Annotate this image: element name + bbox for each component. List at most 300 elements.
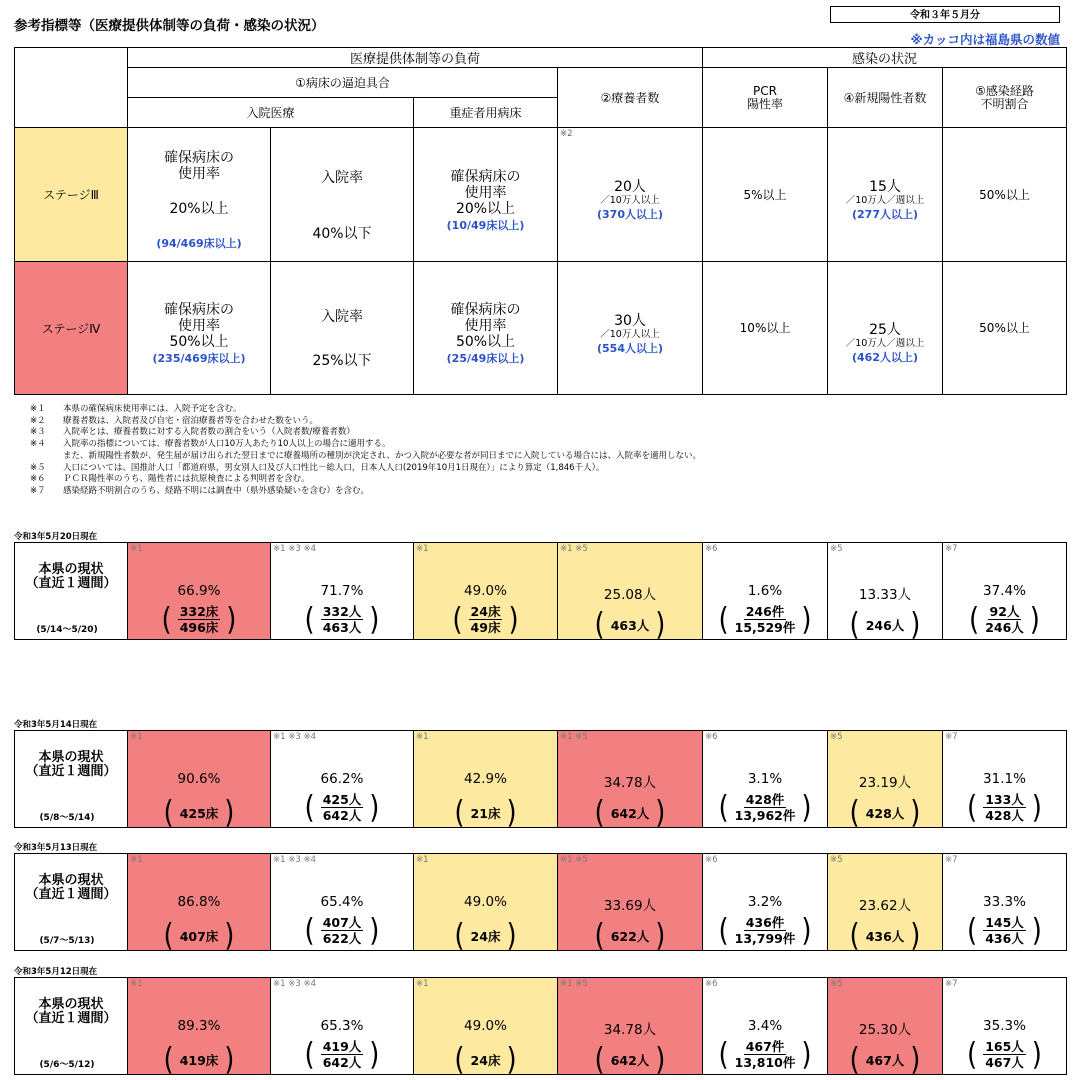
left-bracket: ( xyxy=(594,607,605,643)
denominator: 642人 xyxy=(322,1055,362,1070)
stage3-bed-cell xyxy=(128,128,271,262)
cell-footnote-mark: ※1 ※5 xyxy=(560,732,588,742)
cell-value: 13.33人 xyxy=(858,587,912,603)
cell-bracket xyxy=(163,1042,235,1078)
right-bracket: ) xyxy=(506,795,517,831)
right-bracket: ) xyxy=(226,601,237,638)
cell-footnote-mark: ※5 xyxy=(830,855,843,865)
footnote-text: ＰＣＲ陽性率のうち、陽性者には抗原検査による判明者を含む。 xyxy=(63,474,310,485)
bracket-value: 436人 xyxy=(865,929,905,944)
left-bracket: ( xyxy=(849,1042,860,1078)
cell-bracket xyxy=(163,795,235,831)
numerator: 332人 xyxy=(322,604,362,619)
status-cell xyxy=(703,854,828,951)
fraction xyxy=(735,604,796,635)
footnote-text: 療養者数は、入院者及び自宅・宿泊療養者等を合わせた数をいう。 xyxy=(63,415,319,426)
cell-value: 65.4% xyxy=(320,894,364,910)
footnote-text: また、新規陽性者数が、発生届が届け出られた翌日までに療養場所の種別が決定され、かつ入院が必要な者が同日までに入院している場合には、入院率を適用しない。 xyxy=(63,450,702,461)
cell-value: 25.30人 xyxy=(858,1022,912,1038)
right-bracket: ) xyxy=(508,601,519,638)
current-title: 本県の現状 （直近１週間） xyxy=(25,750,117,779)
right-bracket: ) xyxy=(224,918,235,954)
right-bracket: ) xyxy=(655,1042,666,1078)
current-period: (5/14～5/20) xyxy=(36,625,98,635)
cell-footnote-mark: ※1 ※3 ※4 xyxy=(273,544,316,554)
cell-footnote-mark: ※1 ※3 ※4 xyxy=(273,855,316,865)
stage3-sev-note: (10/49床以上) xyxy=(446,218,525,232)
footnote-key: ※７ xyxy=(30,485,46,496)
status-cell xyxy=(703,543,828,640)
cell-bracket xyxy=(718,789,812,826)
section-heading: 令和3年5月20日現在 xyxy=(14,532,98,542)
right-bracket: ) xyxy=(910,795,921,831)
right-bracket: ) xyxy=(801,912,812,949)
left-bracket: ( xyxy=(718,912,729,949)
status-cell xyxy=(943,854,1067,951)
fraction xyxy=(983,1039,1026,1070)
cell-value: 66.9% xyxy=(177,583,221,599)
stage3-rec-note: (370人以上) xyxy=(596,208,664,221)
bracket-value: 21床 xyxy=(470,806,501,821)
status-cell xyxy=(128,543,271,640)
stage3-adm-cell xyxy=(271,128,414,262)
cell-value: 49.0% xyxy=(464,583,507,599)
right-bracket: ) xyxy=(801,1036,812,1073)
bracket-note: ※カッコ内は福島県の数値 xyxy=(910,32,1060,47)
cell-footnote-mark: ※1 xyxy=(130,544,143,554)
stage3-sev-value: 20%以上 xyxy=(455,200,516,217)
denominator: 428人 xyxy=(985,808,1024,823)
cell-footnote-mark: ※6 xyxy=(705,979,718,989)
stage3-sev-cell xyxy=(414,128,558,262)
stage4-rec-note: (554人以上) xyxy=(596,341,664,355)
footnote-key: ※４ xyxy=(30,439,46,450)
status-cell xyxy=(414,543,558,640)
status-cell xyxy=(828,543,943,643)
status-table xyxy=(14,730,1067,831)
fraction xyxy=(735,792,796,823)
header-unknown-route: ⑤感染経路 不明割合 xyxy=(943,68,1067,128)
stage3-rec-cell xyxy=(558,128,703,262)
cell-value: 37.4% xyxy=(983,583,1026,599)
left-bracket: ( xyxy=(163,795,174,831)
status-cell xyxy=(828,731,943,831)
status-cell xyxy=(703,978,828,1075)
bracket-value: 246人 xyxy=(865,618,905,633)
cell-value: 89.3% xyxy=(177,1018,221,1034)
footnote xyxy=(30,439,1030,451)
stage4-sev-cell xyxy=(414,262,558,395)
cell-bracket xyxy=(594,607,666,643)
right-bracket: ) xyxy=(801,789,812,826)
left-bracket: ( xyxy=(304,789,315,826)
footnote-text: 本県の確保病床使用率には、入院予定を含む。 xyxy=(63,404,242,414)
fraction xyxy=(983,915,1026,946)
cell-bracket xyxy=(594,918,666,954)
cell-footnote-mark: ※1 ※3 ※4 xyxy=(273,979,316,989)
stage3-sev-label: 確保病床の 使用率 xyxy=(450,168,521,201)
sub-header-bed: ①病床の逼迫具合 xyxy=(128,68,558,98)
left-bracket: ( xyxy=(452,601,463,638)
stage4-sev-label: 確保病床の 使用率 xyxy=(450,302,521,334)
stage4-new-sub: ／10万人／週以上 xyxy=(845,337,925,349)
stage4-adm-value: 25%以下 xyxy=(312,353,372,369)
cell-value: 23.19人 xyxy=(858,775,912,791)
bracket-value: 428人 xyxy=(865,806,905,821)
stage3-adm-value: 40%以下 xyxy=(312,225,372,242)
left-bracket: ( xyxy=(163,918,174,954)
stage4-unknown-value: 50%以上 xyxy=(943,262,1067,395)
header-inpatient: 入院医療 xyxy=(128,98,414,128)
cell-bracket xyxy=(849,918,921,954)
footnote xyxy=(30,404,1030,416)
stage4-rec-value: 30人 xyxy=(614,312,646,329)
bracket-value: 425床 xyxy=(179,806,219,821)
cell-footnote-mark: ※1 xyxy=(130,855,143,865)
cell-footnote-mark: ※7 xyxy=(945,544,958,554)
numerator: 246件 xyxy=(745,604,785,619)
right-bracket: ) xyxy=(369,601,380,638)
footnote xyxy=(30,463,1030,475)
cell-footnote-mark: ※6 xyxy=(705,544,718,554)
cell-footnote-mark: ※1 xyxy=(416,855,429,865)
cell-bracket xyxy=(718,912,812,949)
current-period: (5/8～5/14) xyxy=(39,813,95,823)
denominator: 467人 xyxy=(985,1055,1024,1070)
left-bracket: ( xyxy=(161,601,172,638)
cell-footnote-mark: ※1 ※5 xyxy=(560,544,588,554)
right-bracket: ) xyxy=(224,1042,235,1078)
footnote xyxy=(30,486,1030,498)
stage4-bed-value: 50%以上 xyxy=(169,334,229,350)
denominator: 15,529件 xyxy=(734,620,796,635)
status-cell xyxy=(828,854,943,954)
fraction xyxy=(985,604,1024,635)
numerator: 133人 xyxy=(985,792,1024,807)
cell-value: 25.08人 xyxy=(603,587,657,603)
cell-footnote-mark: ※6 xyxy=(705,732,718,742)
right-bracket: ) xyxy=(1031,912,1042,949)
left-bracket: ( xyxy=(594,795,605,831)
cell-bracket xyxy=(969,601,1040,638)
left-bracket: ( xyxy=(849,918,860,954)
cell-bracket xyxy=(304,912,380,949)
fraction xyxy=(321,915,364,946)
stage3-new-note: (277人以上) xyxy=(852,208,919,221)
right-bracket: ) xyxy=(369,912,380,949)
status-cell xyxy=(558,978,703,1078)
cell-bracket xyxy=(454,795,517,831)
numerator: 145人 xyxy=(985,915,1024,930)
cell-footnote-mark: ※5 xyxy=(830,544,843,554)
denominator: 246人 xyxy=(985,620,1024,635)
current-label-cell xyxy=(15,543,128,640)
header-pcr: PCR 陽性率 xyxy=(703,68,828,128)
cell-footnote-mark: ※7 xyxy=(945,855,958,865)
denominator: 49床 xyxy=(470,620,501,635)
status-cell xyxy=(943,543,1067,640)
current-period: (5/7～5/13) xyxy=(39,936,95,946)
right-bracket: ) xyxy=(655,918,666,954)
status-table xyxy=(14,977,1067,1078)
current-label-cell xyxy=(15,978,128,1075)
stage3-adm-label: 入院率 xyxy=(321,169,363,186)
right-bracket: ) xyxy=(506,1042,517,1078)
bracket-value: 622人 xyxy=(610,929,650,944)
numerator: 467件 xyxy=(745,1039,785,1054)
left-bracket: ( xyxy=(718,601,729,638)
left-bracket: ( xyxy=(304,601,315,638)
left-bracket: ( xyxy=(967,789,978,826)
cell-bracket xyxy=(304,601,380,638)
reference-table xyxy=(14,47,1067,395)
stage4-new-note: (462人以上) xyxy=(852,350,919,364)
status-table xyxy=(14,853,1067,954)
left-bracket: ( xyxy=(969,601,980,638)
current-title: 本県の現状 （直近１週間） xyxy=(25,997,117,1026)
cell-bracket xyxy=(161,601,237,638)
stage4-label: ステージⅣ xyxy=(15,262,128,395)
stage3-rec-sub: ／10万人以上 xyxy=(600,195,660,206)
stage4-pcr-value: 10%以上 xyxy=(703,262,828,395)
stage3-bed-value: 20%以上 xyxy=(169,200,229,217)
section-heading: 令和3年5月12日現在 xyxy=(14,967,98,977)
stage3-new-cell xyxy=(828,128,943,262)
denominator: 13,799件 xyxy=(734,931,796,946)
cell-footnote-mark: ※1 xyxy=(130,979,143,989)
header-severe: 重症者用病床 xyxy=(414,98,558,128)
current-label-cell xyxy=(15,731,128,828)
status-cell xyxy=(943,978,1067,1075)
cell-value: 31.1% xyxy=(983,771,1026,787)
stage4-bed-cell xyxy=(128,262,271,395)
right-bracket: ) xyxy=(655,607,666,643)
stage4-sev-value: 50%以上 xyxy=(455,334,516,350)
stage4-adm-cell xyxy=(271,262,414,395)
cell-value: 1.6% xyxy=(747,583,783,599)
cell-bracket xyxy=(718,1036,812,1073)
status-cell xyxy=(128,854,271,954)
cell-bracket xyxy=(718,601,812,638)
numerator: 24床 xyxy=(470,604,501,619)
right-bracket: ) xyxy=(506,918,517,954)
footnote-text: 入院率の指標については、療養者数が人口10万人あたり10人以上の場合に適用する。 xyxy=(63,439,391,450)
stage4-new-cell xyxy=(828,262,943,395)
corner-cell xyxy=(15,48,128,128)
cell-value: 86.8% xyxy=(177,894,221,910)
cell-bracket xyxy=(849,795,921,831)
cell-footnote-mark: ※5 xyxy=(830,732,843,742)
denominator: 642人 xyxy=(322,808,362,823)
right-bracket: ) xyxy=(1031,1036,1042,1073)
left-bracket: ( xyxy=(849,795,860,831)
cell-value: 33.69人 xyxy=(603,898,657,914)
right-bracket: ) xyxy=(369,789,380,826)
footnotes xyxy=(30,404,1030,498)
denominator: 463人 xyxy=(322,620,362,635)
numerator: 436件 xyxy=(745,915,785,930)
status-cell xyxy=(271,731,414,828)
status-cell xyxy=(558,854,703,954)
stage4-adm-label: 入院率 xyxy=(321,309,363,325)
footnote xyxy=(30,427,1030,439)
left-bracket: ( xyxy=(594,1042,605,1078)
cell-value: 34.78人 xyxy=(603,775,657,791)
left-bracket: ( xyxy=(594,918,605,954)
bracket-value: 467人 xyxy=(865,1053,905,1068)
cell-bracket xyxy=(967,912,1042,949)
cell-bracket xyxy=(163,918,235,954)
bracket-value: 642人 xyxy=(610,1053,650,1068)
status-cell xyxy=(558,543,703,643)
denominator: 436人 xyxy=(985,931,1024,946)
fraction xyxy=(321,604,364,635)
stage3-unknown-value: 50%以上 xyxy=(943,128,1067,262)
denominator: 622人 xyxy=(322,931,362,946)
numerator: 92人 xyxy=(989,604,1020,619)
cell-footnote-mark: ※1 ※5 xyxy=(560,979,588,989)
cell-value: 42.9% xyxy=(464,771,507,787)
footnote-key: ※６ xyxy=(30,474,46,485)
denominator: 496床 xyxy=(179,620,219,635)
stage3-new-value: 15人 xyxy=(869,179,901,195)
left-bracket: ( xyxy=(163,1042,174,1078)
cell-value: 65.3% xyxy=(320,1018,364,1034)
stage4-bed-label: 確保病床の 使用率 xyxy=(164,302,234,334)
cell-bracket xyxy=(304,1036,380,1073)
current-label-cell xyxy=(15,854,128,951)
bracket-value: 642人 xyxy=(610,806,650,821)
left-bracket: ( xyxy=(849,607,860,643)
numerator: 428件 xyxy=(745,792,785,807)
status-table xyxy=(14,542,1067,643)
footnote-text: 感染経路不明割合のうち、経路不明には調査中（県外感染疑いを含む）を含む。 xyxy=(63,485,370,496)
stage3-bed-label: 確保病床の 使用率 xyxy=(164,150,234,182)
cell-footnote-mark: ※1 xyxy=(416,979,429,989)
cell-value: 66.2% xyxy=(320,771,364,787)
bracket-value: 407床 xyxy=(179,929,219,944)
cell-bracket xyxy=(849,607,921,643)
status-cell xyxy=(414,731,558,831)
footnote-text: 入院率とは、療養者数に対する入院者数の割合をいう（入院者数/療養者数） xyxy=(63,427,355,438)
fraction xyxy=(469,604,503,635)
section-heading: 令和3年5月13日現在 xyxy=(14,843,98,853)
stage3-bed-note: (94/469床以上) xyxy=(156,237,242,250)
footnote-key: ※５ xyxy=(30,462,46,473)
status-cell xyxy=(828,978,943,1078)
status-cell xyxy=(271,854,414,951)
cell-footnote-mark: ※5 xyxy=(830,979,843,989)
fraction xyxy=(983,792,1026,823)
current-period: (5/6～5/12) xyxy=(39,1060,95,1070)
footnote xyxy=(30,416,1030,428)
cell-value: 34.78人 xyxy=(603,1022,657,1038)
right-bracket: ) xyxy=(910,607,921,643)
footnote-key: ※１ xyxy=(30,404,46,414)
bracket-value: 419床 xyxy=(179,1053,219,1068)
cell-bracket xyxy=(849,1042,921,1078)
numerator: 332床 xyxy=(179,604,219,619)
right-bracket: ) xyxy=(801,601,812,638)
left-bracket: ( xyxy=(304,912,315,949)
bracket-value: 24床 xyxy=(470,929,501,944)
cell-value: 33.3% xyxy=(983,894,1026,910)
footnote-key: ※３ xyxy=(30,427,46,438)
cell-footnote-mark: ※1 xyxy=(416,544,429,554)
cell-footnote-mark: ※6 xyxy=(705,855,718,865)
page-title: 参考指標等（医療提供体制等の負荷・感染の状況） xyxy=(14,18,325,34)
left-bracket: ( xyxy=(718,1036,729,1073)
cell-value: 3.1% xyxy=(747,771,783,787)
status-cell xyxy=(943,731,1067,828)
left-bracket: ( xyxy=(718,789,729,826)
header-recuperating: ②療養者数 xyxy=(558,68,703,128)
date-label: 令和３年５月分 xyxy=(830,6,1060,23)
cell-bracket xyxy=(594,795,666,831)
numerator: 419人 xyxy=(322,1039,362,1054)
status-cell xyxy=(128,731,271,831)
right-bracket: ) xyxy=(910,1042,921,1078)
status-cell xyxy=(271,543,414,640)
cell-value: 49.0% xyxy=(464,894,507,910)
cell-footnote-mark: ※1 ※3 ※4 xyxy=(273,732,316,742)
cell-value: 3.2% xyxy=(747,894,783,910)
status-cell xyxy=(703,731,828,828)
right-bracket: ) xyxy=(224,795,235,831)
group-header-infection: 感染の状況 xyxy=(703,48,1067,68)
stage4-sev-note: (25/49床以上) xyxy=(446,352,525,365)
cell-bracket xyxy=(454,918,517,954)
current-title: 本県の現状 （直近１週間） xyxy=(25,562,117,591)
cell-value: 49.0% xyxy=(464,1018,507,1034)
cell-footnote-mark: ※7 xyxy=(945,979,958,989)
current-title: 本県の現状 （直近１週間） xyxy=(25,873,117,902)
stage3-new-sub: ／10万人／週以上 xyxy=(845,195,925,206)
right-bracket: ) xyxy=(655,795,666,831)
numerator: 165人 xyxy=(985,1039,1024,1054)
fraction xyxy=(321,792,364,823)
status-cell xyxy=(128,978,271,1078)
numerator: 407人 xyxy=(322,915,362,930)
stage3-rec-mark: ※2 xyxy=(560,129,573,139)
cell-footnote-mark: ※1 xyxy=(130,732,143,742)
cell-value: 3.4% xyxy=(747,1018,783,1034)
cell-value: 71.7% xyxy=(320,583,364,599)
right-bracket: ) xyxy=(369,1036,380,1073)
left-bracket: ( xyxy=(967,1036,978,1073)
stage3-pcr-value: 5%以上 xyxy=(703,128,828,262)
right-bracket: ) xyxy=(1031,789,1042,826)
group-header-load: 医療提供体制等の負荷 xyxy=(128,48,703,68)
cell-bracket xyxy=(454,1042,517,1078)
status-cell xyxy=(414,978,558,1078)
stage4-rec-cell xyxy=(558,262,703,395)
left-bracket: ( xyxy=(454,795,465,831)
cell-footnote-mark: ※1 ※5 xyxy=(560,855,588,865)
cell-value: 90.6% xyxy=(177,771,221,787)
stage4-bed-note: (235/469床以上) xyxy=(152,352,246,365)
status-cell xyxy=(414,854,558,954)
left-bracket: ( xyxy=(967,912,978,949)
header-new-cases: ④新規陽性者数 xyxy=(828,68,943,128)
footnote xyxy=(30,474,1030,486)
cell-bracket xyxy=(967,789,1042,826)
stage4-rec-sub: ／10万人以上 xyxy=(600,328,660,340)
right-bracket: ) xyxy=(1029,601,1040,638)
cell-footnote-mark: ※1 xyxy=(416,732,429,742)
fraction xyxy=(735,1039,796,1070)
denominator: 13,810件 xyxy=(734,1055,796,1070)
